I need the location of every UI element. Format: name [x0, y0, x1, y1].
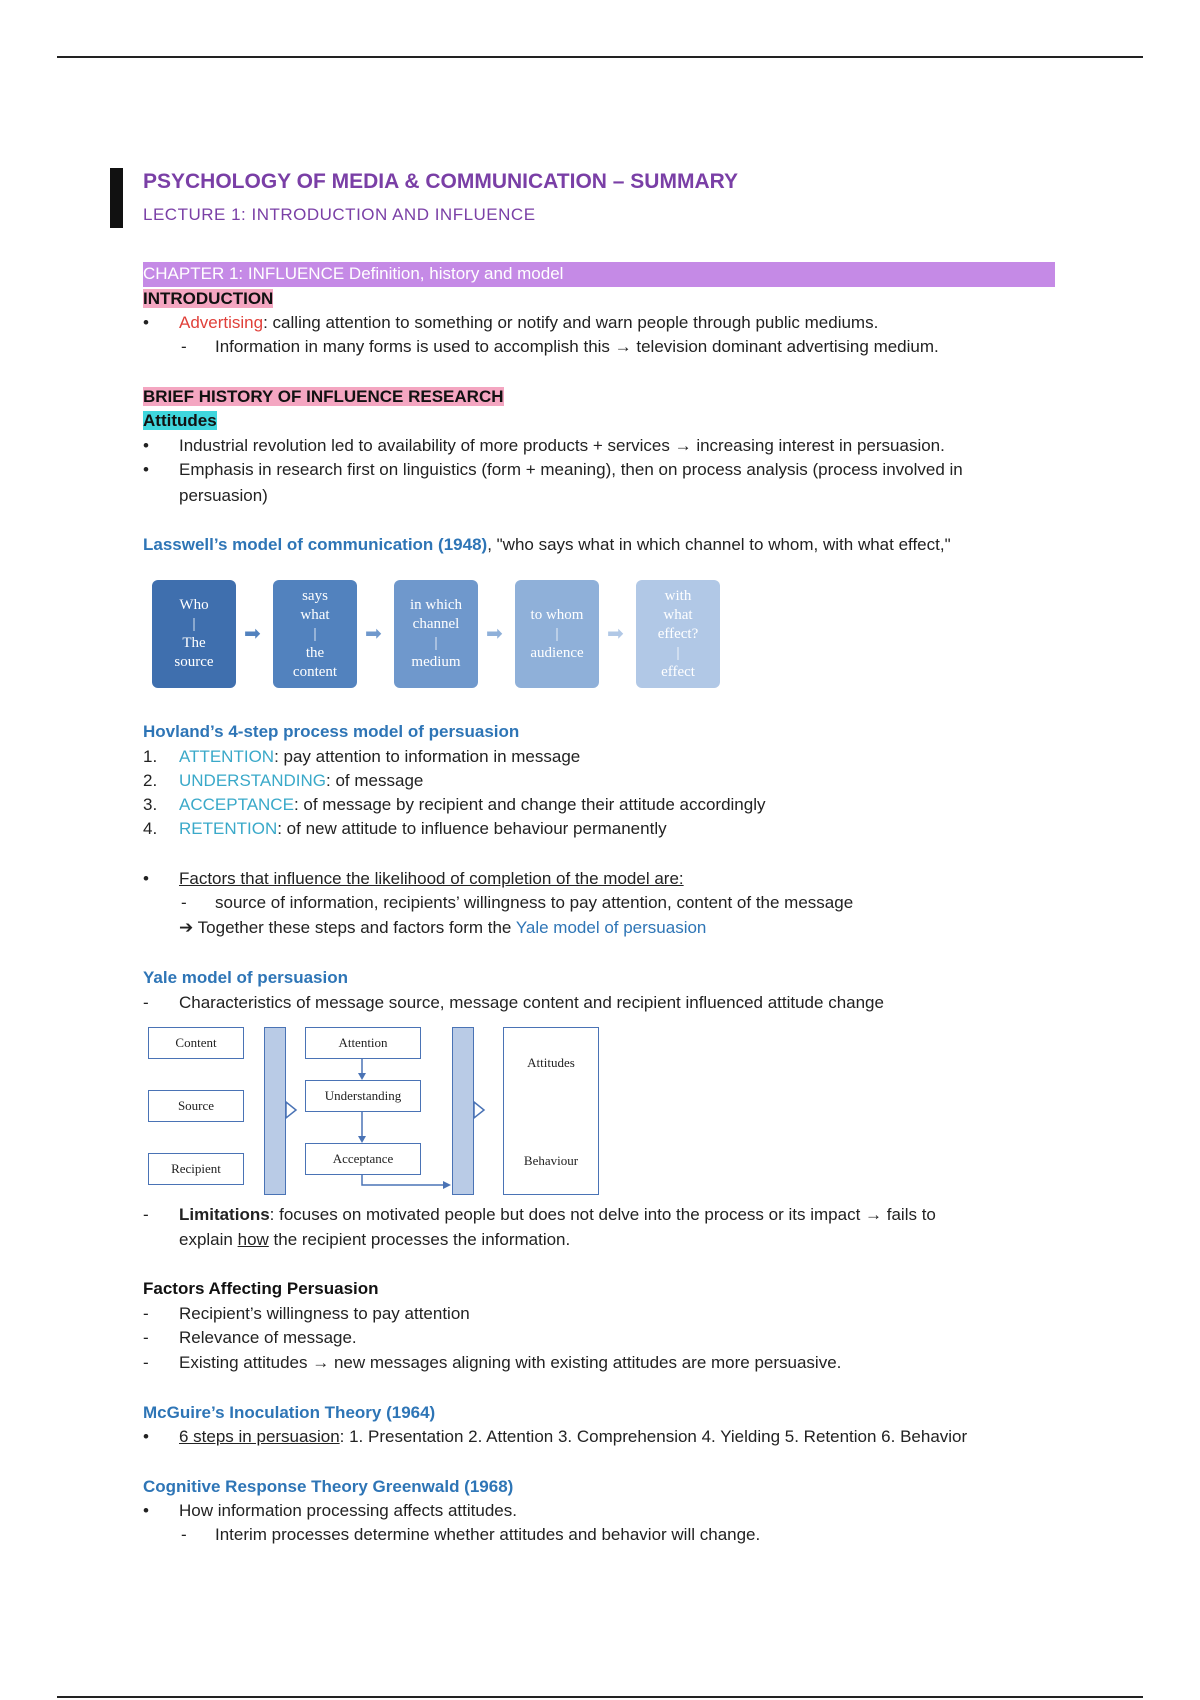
page-title: PSYCHOLOGY OF MEDIA & COMMUNICATION – SUMMARY	[143, 170, 739, 193]
dash-icon: -	[181, 337, 187, 356]
lasswell-box-medium: in which channel | medium	[394, 580, 478, 688]
bullet-icon: •	[143, 869, 149, 888]
top-rule	[57, 56, 1143, 58]
hovland-step-1: ATTENTION: pay attention to information in message	[179, 747, 581, 766]
yale-output-attitudes: Attitudes	[527, 1055, 575, 1070]
dash-icon: -	[143, 993, 149, 1012]
yale-bar-left	[264, 1027, 286, 1195]
yale-limitations: Limitations: focuses on motivated people but does not delve into the process or its impact → fails to	[179, 1205, 936, 1224]
history-subheading: Attitudes	[143, 411, 217, 430]
arrow-right-icon: ➡	[486, 623, 503, 645]
history-bullet-2: Emphasis in research first on linguistics (form + meaning), then on process analysis (process involved in	[179, 460, 963, 479]
history-heading: BRIEF HISTORY OF INFLUENCE RESEARCH	[143, 387, 504, 406]
yale-limitations-cont: explain how the recipient processes the information.	[179, 1230, 571, 1249]
yale-input-content: Content	[148, 1027, 244, 1059]
hovland-title: Hovland’s 4-step process model of persuasion	[143, 722, 520, 741]
intro-sub: Information in many forms is used to accomplish this → television dominant advertising medium.	[215, 337, 939, 356]
bottom-rule	[57, 1696, 1143, 1698]
lasswell-box-source: Who | The source	[152, 580, 236, 688]
step-num: 2.	[143, 771, 158, 790]
page-subtitle: LECTURE 1: INTRODUCTION AND INFLUENCE	[143, 205, 536, 224]
greenwald-bullet: How information processing affects attitudes.	[179, 1501, 517, 1520]
yale-arrow-1	[284, 1100, 300, 1120]
bullet-icon: •	[143, 460, 149, 479]
yale-output-behaviour: Behaviour	[523, 1153, 579, 1168]
factors-item-2: Relevance of message.	[179, 1328, 357, 1347]
dash-icon: -	[143, 1304, 149, 1323]
yale-input-recipient: Recipient	[148, 1153, 244, 1185]
arrow-right-icon: ➡	[244, 623, 261, 645]
hovland-step-4: RETENTION: of new attitude to influence behaviour permanently	[179, 819, 667, 838]
chapter-bar-text: CHAPTER 1: INFLUENCE Definition, history and model	[143, 264, 564, 283]
dash-icon: -	[143, 1353, 149, 1372]
dash-icon: -	[143, 1205, 149, 1224]
bullet-icon: •	[143, 436, 149, 455]
hovland-step-3: ACCEPTANCE: of message by recipient and change their attitude accordingly	[179, 795, 766, 814]
factors-title: Factors Affecting Persuasion	[143, 1279, 379, 1298]
lasswell-line: Lasswell’s model of communication (1948), "who says what in which channel to whom, with what effect,"	[143, 535, 951, 554]
bullet-icon: •	[143, 1427, 149, 1446]
heading-marker	[110, 168, 123, 228]
yale-output-box	[503, 1027, 599, 1195]
factors-sub: source of information, recipients’ willingness to pay attention, content of the message	[215, 893, 854, 912]
together-line: ➔ Together these steps and factors form the Yale model of persuasion	[179, 918, 707, 937]
yale-arrow-2	[472, 1100, 488, 1120]
history-bullet-1: Industrial revolution led to availability of more products + services → increasing interest in persuasion.	[179, 436, 945, 455]
factors-item-1: Recipient’s willingness to pay attention	[179, 1304, 470, 1323]
bullet-icon: •	[143, 313, 149, 332]
step-num: 4.	[143, 819, 158, 838]
intro-heading: INTRODUCTION	[143, 289, 274, 308]
step-num: 1.	[143, 747, 158, 766]
factors-item-3: Existing attitudes → new messages aligning with existing attitudes are more persuasive.	[179, 1353, 842, 1372]
intro-bullet: Advertising: calling attention to something or notify and warn people through public mediums.	[179, 313, 879, 332]
greenwald-sub: Interim processes determine whether attitudes and behavior will change.	[215, 1525, 761, 1544]
mcguire-title: McGuire’s Inoculation Theory (1964)	[143, 1403, 436, 1422]
step-num: 3.	[143, 795, 158, 814]
yale-process-acceptance: Acceptance	[305, 1143, 421, 1175]
lasswell-box-content: says what | the content	[273, 580, 357, 688]
hovland-step-2: UNDERSTANDING: of message	[179, 771, 424, 790]
yale-process-attention: Attention	[305, 1027, 421, 1059]
dash-icon: -	[143, 1328, 149, 1347]
arrow-right-icon: ➡	[607, 623, 624, 645]
arrow-right-icon: ➡	[365, 623, 382, 645]
lasswell-box-audience: to whom | audience	[515, 580, 599, 688]
yale-process-understanding: Understanding	[305, 1080, 421, 1112]
lasswell-box-effect: with what effect? | effect	[636, 580, 720, 688]
yale-title: Yale model of persuasion	[143, 968, 349, 987]
history-bullet-2-cont: persuasion)	[179, 486, 268, 505]
dash-icon: -	[181, 1525, 187, 1544]
yale-desc: Characteristics of message source, message content and recipient influenced attitude change	[179, 993, 884, 1012]
dash-icon: -	[181, 893, 187, 912]
bullet-icon: •	[143, 1501, 149, 1520]
yale-input-source: Source	[148, 1090, 244, 1122]
mcguire-bullet: 6 steps in persuasion: 1. Presentation 2. Attention 3. Comprehension 4. Yielding 5. Retention 6. Behavior	[179, 1427, 968, 1446]
yale-process-arrows	[305, 1057, 455, 1192]
factors-label: Factors that influence the likelihood of completion of the model are:	[179, 869, 684, 888]
yale-bar-right	[452, 1027, 474, 1195]
greenwald-title: Cognitive Response Theory Greenwald (1968)	[143, 1477, 514, 1496]
